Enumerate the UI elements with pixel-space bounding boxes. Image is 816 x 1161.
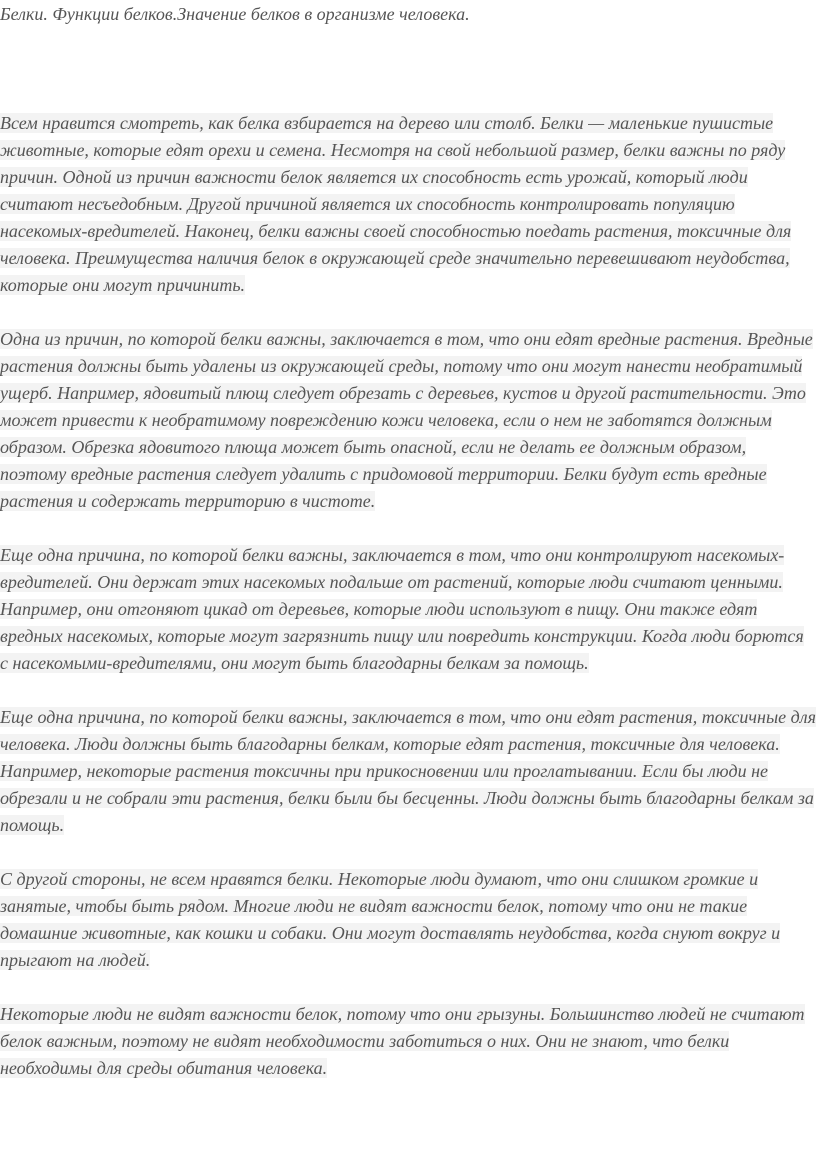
paragraph-2-text: Одна из причин, по которой белки важны, заключается в том, что они едят вредные растения. Вредные растения должны быть удалены из окружающей среды, потому что они могут нанести необратимый ущерб. Например, ядовитый плющ следует обрезать с деревьев, кустов и другой растительности. Это может привести к необратимому повреждению кожи человека, если о нем не заботятся должным образом. Обрезка ядовитого плюща может быть опасной, если не делать ее должным образом, поэтому вредные растения следует удалить с придомовой территории. Белки будут есть вредные растения и содержать территорию в чистоте. — [0, 329, 813, 511]
paragraph-1-text: Всем нравится смотреть, как белка взбирается на дерево или столб. Белки — маленькие пушистые животные, которые едят орехи и семена. Несмотря на свой небольшой размер, белки важны по ряду причин. Одной из причин важности белок является их способность есть урожай, который люди считают несъедобным. Другой причиной является их способность контролировать популяцию насекомых-вредителей. Наконец, белки важны своей способностью поедать растения, токсичные для человека. Преимущества наличия белок в окружающей среде значительно перевешивают неудобства, которые они могут причинить. — [0, 113, 792, 295]
paragraph-5 — [0, 866, 816, 974]
paragraph-2 — [0, 326, 816, 515]
paragraph-3 — [0, 542, 816, 677]
paragraph-4 — [0, 704, 816, 839]
paragraph-5-text: С другой стороны, не всем нравятся белки. Некоторые люди думают, что они слишком громкие и занятые, чтобы быть рядом. Многие люди не видят важности белок, потому что они не такие домашние животные, как кошки и собаки. Они могут доставлять неудобства, когда снуют вокруг и прыгают на людей. — [0, 869, 781, 970]
document-body — [0, 110, 816, 1109]
paragraph-6-text: Некоторые люди не видят важности белок, потому что они грызуны. Большинство людей не считают белок важным, поэтому не видят необходимости заботиться о них. Они не знают, что белки необходимы для среды обитания человека. — [0, 1004, 805, 1078]
document-title: Белки. Функции белков.Значение белков в организме человека. — [0, 4, 470, 24]
paragraph-3-text: Еще одна причина, по которой белки важны, заключается в том, что они контролируют насекомых-вредителей. Они держат этих насекомых подальше от растений, которые люди считают ценными. Например, они отгоняют цикад от деревьев, которые люди используют в пищу. Они также едят вредных насекомых, которые могут загрязнить пищу или повредить конструкции. Когда люди борются с насекомыми-вредителями, они могут быть благодарны белкам за помощь. — [0, 545, 804, 673]
paragraph-4-text: Еще одна причина, по которой белки важны, заключается в том, что они едят растения, токсичные для человека. Люди должны быть благодарны белкам, которые едят растения, токсичные для человека. Например, некоторые растения токсичны при прикосновении или проглатывании. Если бы люди не обрезали и не собрали эти растения, белки были бы бесценны. Люди должны быть благодарны белкам за помощь. — [0, 707, 816, 835]
paragraph-1 — [0, 110, 816, 299]
paragraph-6 — [0, 1001, 816, 1082]
